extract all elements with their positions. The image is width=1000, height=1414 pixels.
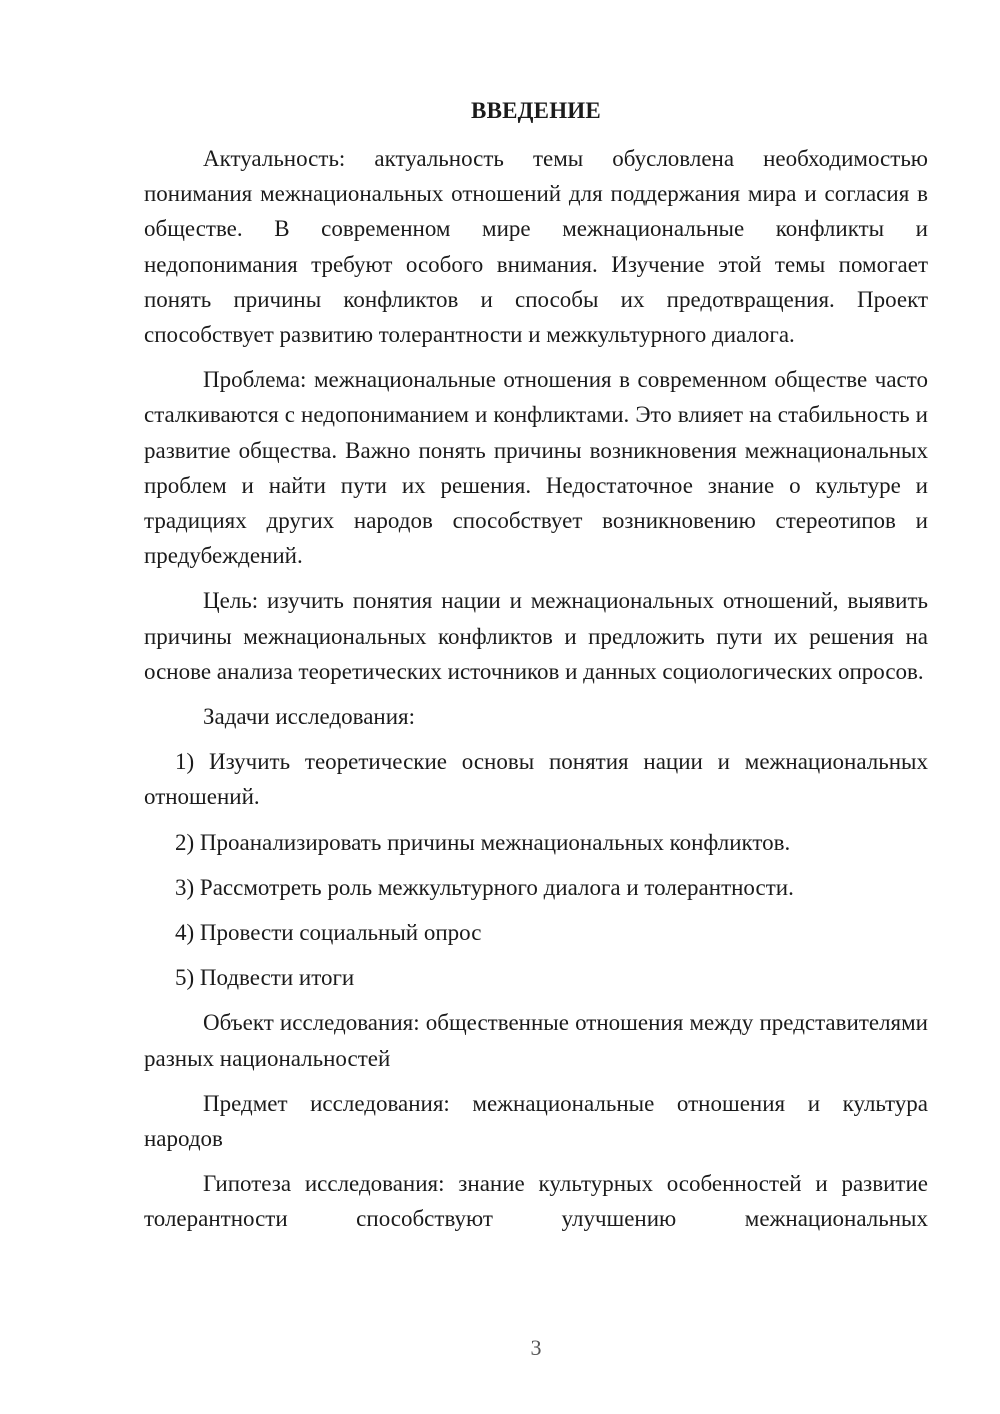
page-title: ВВЕДЕНИЕ [471,98,601,123]
paragraph-object: Объект исследования: общественные отношения между представителями разных национальностей [144,1010,928,1071]
page-number: 3 [530,1335,542,1360]
task-item-4: 4) Провести социальный опрос [175,920,482,946]
paragraph-goal: Цель: изучить понятия нации и межнациональных отношений, выявить причины межнациональных конфликтов и предложить пути их решения на основе анализа теоретических источников и данных социологических опросов. [144,588,928,684]
paragraph-relevance: Актуальность: актуальность темы обусловлена необходимостью понимания межнациональных отношений для поддержания мира и согласия в обществе. В современном мире межнациональные конфликты и недопонимания требуют особого внимания. Изучение этой темы помогает понять причины конфликтов и способы их предотвращения. Проект способствует развитию толерантности и межкультурного диалога. [144,146,928,348]
document-body [144,141,928,1247]
paragraph-subject: Предмет исследования: межнациональные отношения и культура народов [144,1090,928,1152]
paragraph-hypothesis: Гипотеза исследования: знание культурных особенностей и развитие толерантности способствуют улучшению межнациональных [144,1171,928,1232]
task-item-3: 3) Рассмотреть роль межкультурного диалога и толерантности. [175,874,794,900]
task-item-1: 1) Изучить теоретические основы понятия нации и межнациональных отношений. [144,749,928,810]
paragraph-problem: Проблема: межнациональные отношения в современном обществе часто сталкиваются с недопониманием и конфликтами. Это влияет на стабильность и развитие общества. Важно понять причины возникновения межнациональных проблем и найти пути их решения. Недостаточное знание о культуре и традициях других народов способствует возникновению стереотипов и предубеждений. [144,367,928,569]
task-item-2: 2) Проанализировать причины межнациональных конфликтов. [175,829,791,855]
tasks-heading: Задачи исследования: [203,704,416,730]
task-item-5: 5) Подвести итоги [175,965,355,991]
tasks-list [144,744,928,995]
